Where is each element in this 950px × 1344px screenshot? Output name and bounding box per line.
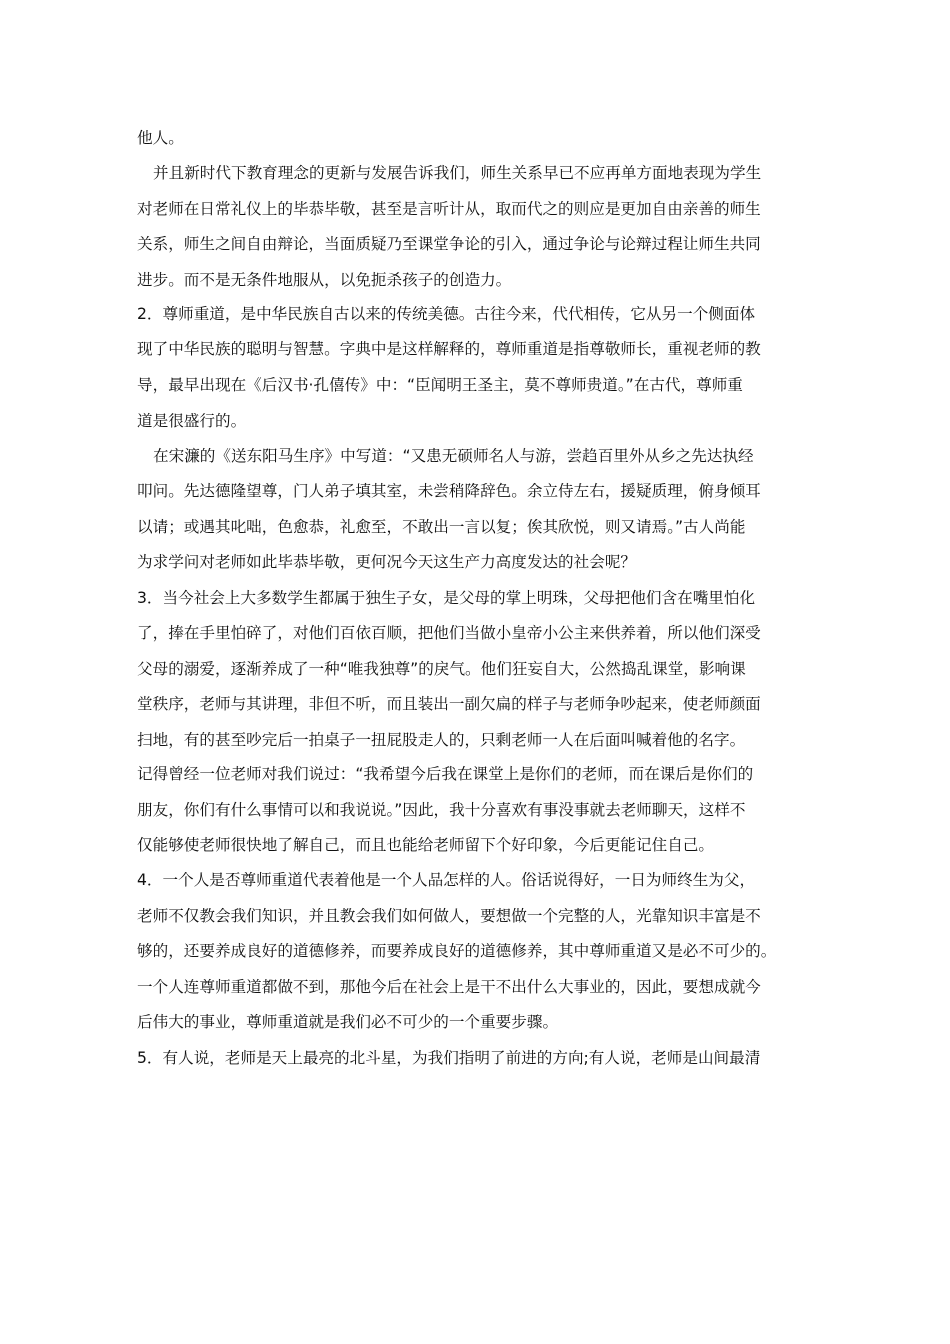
text-line: 堂秩序，老师与其讲理，非但不听，而且装出一副欠扁的样子与老师争吵起来，使老师颜面 [137, 695, 761, 713]
text-line: 一个人连尊师重道都做不到，那他今后在社会上是干不出什么大事业的，因此，要想成就今 [137, 978, 761, 996]
text-line: 够的，还要养成良好的道德修养，而要养成良好的道德修养，其中尊师重道又是必不可少的。 [137, 942, 777, 960]
text-line: 后伟大的事业，尊师重道就是我们必不可少的一个重要步骤。 [137, 1013, 559, 1031]
text-line: 为求学问对老师如此毕恭毕敬，更何况今天这生产力高度发达的社会呢？ [137, 553, 637, 571]
paragraph-first-line: 记得曾经一位老师对我们说过：“我希望今后我在课堂上是你们的老师，而在课后是你们的 [137, 765, 754, 783]
text-line: 进步。而不是无条件地服从，以免扼杀孩子的创造力。 [137, 271, 512, 289]
text-line: 父母的溺爱，逐渐养成了一种“唯我独尊”的戾气。他们狂妄自大，公然捣乱课堂，影响课 [137, 660, 746, 678]
text-line: 他人。 [137, 129, 184, 147]
text-line: 仅能够使老师很快地了解自己，而且也能给老师留下个好印象，今后更能记住自己。 [137, 836, 714, 854]
numbered-item-4: 4．一个人是否尊师重道代表着他是一个人品怎样的人。俗话说得好，一日为师终生为父， [137, 871, 756, 889]
text-line: 老师不仅教会我们知识，并且教会我们如何做人，要想做一个完整的人，光靠知识丰富是不 [137, 907, 761, 925]
text-line: 关系，师生之间自由辩论，当面质疑乃至课堂争论的引入，通过争论与论辩过程让师生共同 [137, 235, 761, 253]
text-line: 道是很盛行的。 [137, 412, 247, 430]
paragraph-first-line: 并且新时代下教育理念的更新与发展告诉我们，师生关系早已不应再单方面地表现为学生 [153, 164, 762, 182]
text-line: 对老师在日常礼仪上的毕恭毕敬，甚至是言听计从，取而代之的则应是更加自由亲善的师生 [137, 200, 761, 218]
text-line: 现了中华民族的聪明与智慧。字典中是这样解释的，尊师重道是指尊敬师长，重视老师的教 [137, 340, 761, 358]
text-line: 了，捧在手里怕碎了，对他们百依百顺，把他们当做小皇帝小公主来供养着，所以他们深受 [137, 624, 761, 642]
paragraph-first-line: 在宋濂的《送东阳马生序》中写道：“又患无硕师名人与游，尝趋百里外从乡之先达执经 [153, 447, 754, 465]
text-line: 导，最早出现在《后汉书·孔僖传》中：“臣闻明王圣主，莫不尊师贵道。”在古代，尊师重 [137, 376, 743, 394]
text-line: 叩问。先达德隆望尊，门人弟子填其室，未尝稍降辞色。余立侍左右，援疑质理，俯身倾耳 [137, 482, 761, 500]
numbered-item-3: 3．当今社会上大多数学生都属于独生子女，是父母的掌上明珠，父母把他们含在嘴里怕化 [137, 589, 756, 607]
text-line: 扫地，有的甚至吵完后一拍桌子一扭屁股走人的，只剩老师一人在后面叫喊着他的名字。 [137, 731, 746, 749]
text-line: 以请；或遇其叱咄，色愈恭，礼愈至，不敢出一言以复；俟其欣悦，则又请焉。”古人尚能 [137, 518, 746, 536]
text-line: 朋友，你们有什么事情可以和我说说。”因此，我十分喜欢有事没事就去老师聊天，这样不 [137, 801, 746, 819]
numbered-item-2: 2．尊师重道，是中华民族自古以来的传统美德。古往今来，代代相传，它从另一个侧面体 [137, 305, 756, 323]
numbered-item-5: 5．有人说，老师是天上最亮的北斗星，为我们指明了前进的方向;有人说，老师是山间最清 [137, 1049, 761, 1067]
